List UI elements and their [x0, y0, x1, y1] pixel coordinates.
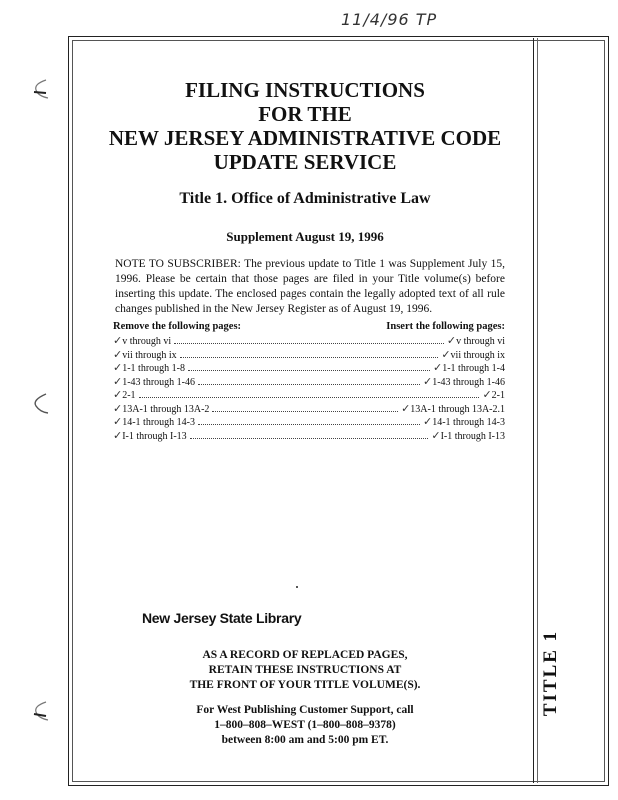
leader-dots — [174, 335, 444, 344]
checkmark-icon: ✓ — [113, 361, 123, 374]
title-line: UPDATE SERVICE — [213, 150, 397, 174]
insert-pages: vii through ix — [450, 349, 505, 361]
table-row — [113, 361, 505, 375]
checkmark-icon: ✓ — [113, 388, 123, 401]
checkmark-icon: ✓ — [423, 374, 433, 388]
checkmark-icon: ✓ — [113, 401, 123, 415]
supplement-date: Supplement August 19, 1996 — [226, 229, 384, 244]
title-line: FOR THE — [258, 102, 352, 126]
insert-pages: 13A-1 through 13A-2.1 — [410, 403, 505, 415]
leader-dots — [198, 416, 420, 425]
remove-pages: 14-1 through 14-3 — [122, 417, 195, 428]
table-row — [113, 402, 505, 416]
punch-hole-icon — [30, 392, 50, 416]
remove-header: Remove the following pages: — [113, 321, 242, 332]
leader-dots — [212, 403, 398, 412]
leader-dots — [188, 362, 430, 371]
table-row — [113, 375, 505, 389]
checkmark-icon: ✓ — [441, 347, 451, 361]
table-row — [113, 388, 505, 402]
checkmark-icon: ✓ — [113, 347, 123, 361]
insert-pages: 14-1 through 14-3 — [432, 417, 505, 428]
punch-hole-icon — [30, 78, 50, 102]
support-line: For West Publishing Customer Support, call — [196, 704, 414, 716]
checkmark-icon: ✓ — [446, 334, 457, 347]
document-title — [80, 78, 530, 174]
record-line: THE FRONT OF YOUR TITLE VOLUME(S). — [189, 679, 421, 691]
title-line: NEW JERSEY ADMINISTRATIVE CODE — [108, 126, 502, 150]
remove-pages: 2-1 — [122, 390, 136, 401]
checkmark-icon: ✓ — [482, 388, 492, 401]
checkmark-icon: ✓ — [113, 415, 123, 428]
library-stamp: New Jersey State Library — [142, 610, 302, 626]
insert-pages: 1-43 through 1-46 — [432, 376, 505, 388]
subscriber-note: NOTE TO SUBSCRIBER: The previous update to Title 1 was Supplement July 15, 1996. Please be certain that those pages are filed in your Title volume(s) before inserting this update. The enclosed pages contain the legally adopted text of all rule changes published in the New Jersey Register as of August 19, 1996. — [115, 258, 505, 315]
remove-pages: 1-43 through 1-46 — [122, 376, 195, 388]
record-instructions — [80, 648, 530, 693]
title-subtitle: Title 1. Office of Administrative Law — [179, 190, 431, 207]
record-line: AS A RECORD OF REPLACED PAGES, — [202, 649, 408, 661]
insert-pages: v through vi — [456, 336, 505, 347]
handwritten-date-note: 11/4/96 TP — [341, 10, 438, 29]
leader-dots — [198, 376, 420, 385]
remove-pages: v through vi — [122, 336, 172, 347]
speck — [296, 586, 298, 588]
leader-dots — [139, 389, 480, 398]
title-line: FILING INSTRUCTIONS — [185, 78, 425, 102]
punch-hole-icon — [30, 700, 50, 724]
insert-header: Insert the following pages: — [386, 321, 505, 332]
checkmark-icon: ✓ — [113, 334, 123, 347]
leader-dots — [190, 430, 429, 439]
insert-pages: 1-1 through 1-4 — [442, 363, 505, 374]
insert-pages: I-1 through I-13 — [440, 430, 505, 442]
record-line: RETAIN THESE INSTRUCTIONS AT — [208, 664, 402, 676]
table-row — [113, 415, 505, 429]
remove-pages: 1-1 through 1-8 — [122, 363, 185, 374]
support-phone: 1–800–808–WEST (1–800–808–9378) — [214, 719, 396, 731]
side-tab-label: TITLE 1 — [540, 629, 561, 717]
checkmark-icon: ✓ — [113, 374, 123, 388]
checkmark-icon: ✓ — [433, 361, 443, 374]
remove-pages: 13A-1 through 13A-2 — [122, 403, 210, 415]
checkmark-icon: ✓ — [113, 428, 123, 442]
table-row — [113, 334, 505, 348]
insert-pages: 2-1 — [491, 390, 505, 401]
table-row — [113, 348, 505, 362]
remove-pages: vii through ix — [122, 349, 177, 361]
page-replacement-table — [113, 321, 505, 442]
side-tab — [526, 630, 576, 720]
support-hours: between 8:00 am and 5:00 pm ET. — [221, 734, 389, 746]
checkmark-icon: ✓ — [401, 401, 411, 415]
checkmark-icon: ✓ — [423, 415, 433, 428]
table-row — [113, 429, 505, 443]
customer-support-info — [80, 703, 530, 748]
checkmark-icon: ✓ — [431, 428, 441, 442]
remove-pages: I-1 through I-13 — [122, 430, 187, 442]
leader-dots — [180, 349, 439, 358]
